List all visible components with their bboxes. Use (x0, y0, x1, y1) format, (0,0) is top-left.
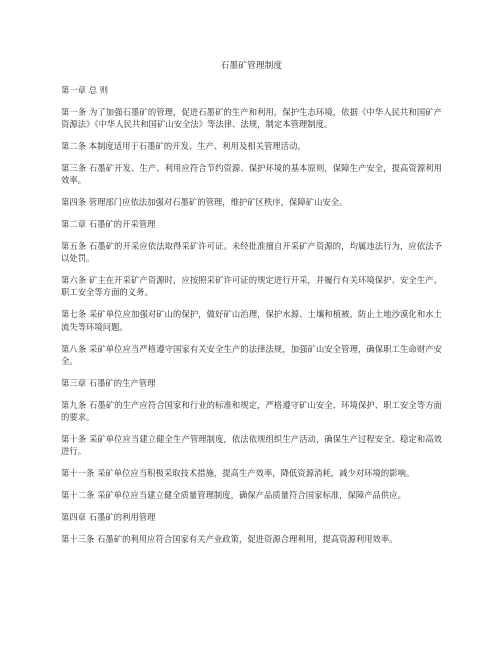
article-13: 第十三条 石墨矿的利用应符合国家有关产业政策，促进资源合理利用，提高资源利用效率。 (61, 533, 398, 544)
article-1: 第一条 为了加强石墨矿的管理，促进石墨矿的生产和利用，保护生态环境，依据《中华人民共和国矿产资源法》《中华人民共和国矿山安全法》等法律、法规，制定本管理制度。 (61, 106, 442, 130)
article-10: 第十条 采矿单位应当建立健全生产管理制度，依法依规组织生产活动，确保生产过程安全、稳定和高效进行。 (61, 433, 442, 457)
article-5: 第五条 石墨矿的开采应依法取得采矿许可证。未经批准擅自开采矿产资源的，均属违法行为，应依法予以处罚。 (61, 240, 442, 264)
document-title: 石墨矿管理制度 (220, 61, 283, 71)
article-2: 第二条 本制度适用于石墨矿的开发、生产、利用及相关管理活动。 (61, 141, 306, 152)
chapter-heading-1: 第一章 总 则 (61, 85, 109, 95)
chapter-heading-2: 第二章 石墨矿的开采管理 (61, 219, 156, 230)
chapter-heading-4: 第四章 石墨矿的利用管理 (61, 511, 156, 522)
chapter-heading-3: 第三章 石墨矿的生产管理 (61, 377, 156, 388)
article-7: 第七条 采矿单位应加强对矿山的保护，做好矿山治理，保护水源、土壤和植被，防止土地沙漠化和水土流失等环境问题。 (61, 309, 442, 332)
article-12: 第十二条 采矿单位应当建立健全质量管理制度，确保产品质量符合国家标准，保障产品供应。 (61, 489, 406, 500)
article-8: 第八条 采矿单位应当严格遵守国家有关安全生产的法律法规，加强矿山安全管理，确保职工生命财产安全。 (61, 343, 442, 366)
article-11: 第十一条 采矿单位应当积极采取技术措施，提高生产效率，降低资源消耗，减少对环境的影响。 (61, 467, 415, 478)
article-3: 第三条 石墨矿开发、生产、利用应符合节约资源、保护环境的基本原则，保障生产安全，提高资源利用效率。 (61, 162, 442, 186)
article-6: 第六条 矿主在开采矿产资源时，应按照采矿许可证的规定进行开采，并履行有关环境保护、安全生产、职工安全等方面的义务。 (61, 275, 442, 298)
article-4: 第四条 管理部门应依法加强对石墨矿的管理，维护矿区秩序，保障矿山安全。 (61, 197, 348, 208)
article-9: 第九条 石墨矿的生产应符合国家和行业的标准和规定，严格遵守矿山安全、环境保护、职工安全等方面的要求。 (61, 399, 442, 422)
